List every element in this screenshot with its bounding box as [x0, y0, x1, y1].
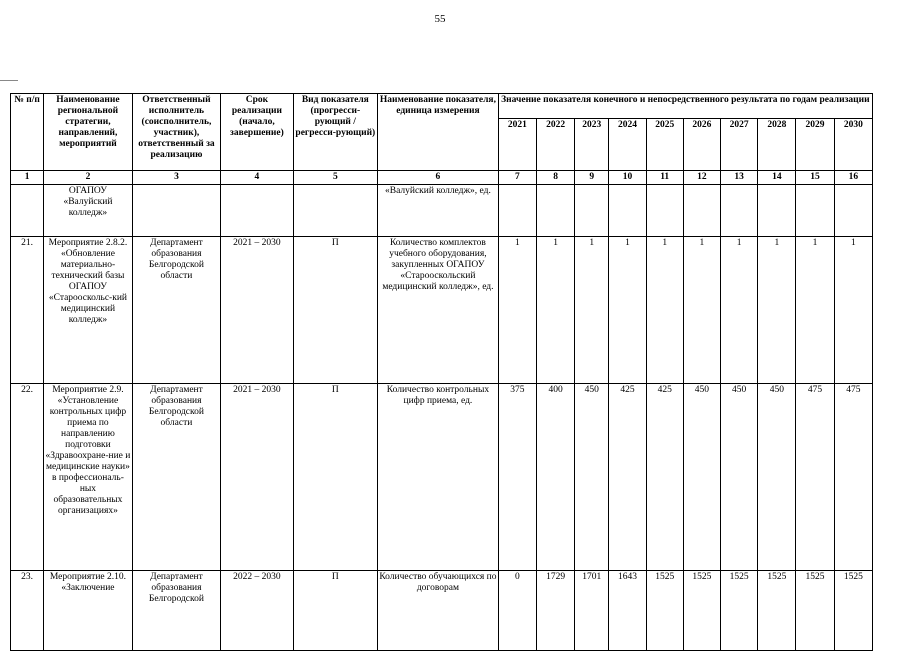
column-number: 2	[44, 171, 133, 185]
row-value	[575, 185, 609, 237]
row-value: 1525	[758, 571, 796, 651]
header-executor: Ответственный исполнитель (соисполнитель, участник), ответственный за реализацию	[132, 94, 221, 171]
row-value: 450	[683, 384, 720, 571]
row-num: 21.	[11, 237, 44, 384]
row-value: 1	[609, 237, 646, 384]
header-indicator: Наименование показателя, единица измерения	[378, 94, 499, 171]
row-value: 450	[721, 384, 758, 571]
column-number: 15	[796, 171, 834, 185]
row-executor: Департамент образования Белгородской области	[132, 384, 221, 571]
row-value: 450	[575, 384, 609, 571]
row-value: 1729	[536, 571, 574, 651]
header-period: Срок реализации (начало, завершение)	[221, 94, 293, 171]
column-number: 11	[646, 171, 683, 185]
header-type: Вид показателя (прогресси-рующий / регресси-рующий)	[293, 94, 377, 171]
page-number: 55	[434, 13, 446, 25]
header-row	[11, 94, 873, 119]
row-value: 0	[498, 571, 536, 651]
row-type: П	[293, 384, 377, 571]
column-number: 16	[834, 171, 872, 185]
row-value: 1701	[575, 571, 609, 651]
column-number: 13	[721, 171, 758, 185]
row-indicator: Количество комплектов учебного оборудования, закупленных ОГАПОУ «Старооскольский медицинский колледж», ед.	[378, 237, 499, 384]
scan-artifact-line	[0, 80, 18, 81]
row-indicator: Количество контрольных цифр приема, ед.	[378, 384, 499, 571]
row-value: 1	[834, 237, 872, 384]
column-number: 7	[498, 171, 536, 185]
year-2024: 2024	[609, 119, 646, 171]
row-indicator: Количество обучающихся по договорам	[378, 571, 499, 651]
column-number: 12	[683, 171, 720, 185]
row-executor: Департамент образования Белгородской области	[132, 237, 221, 384]
row-value: 375	[498, 384, 536, 571]
row-value: 1	[536, 237, 574, 384]
column-number: 6	[378, 171, 499, 185]
row-value: 425	[609, 384, 646, 571]
table-row	[11, 185, 873, 237]
table-row	[11, 571, 873, 651]
row-value	[609, 185, 646, 237]
row-value: 1525	[796, 571, 834, 651]
row-period: 2021 – 2030	[221, 384, 293, 571]
row-value: 425	[646, 384, 683, 571]
row-period	[221, 185, 293, 237]
row-value: 1525	[646, 571, 683, 651]
row-period: 2022 – 2030	[221, 571, 293, 651]
row-executor	[132, 185, 221, 237]
row-value: 475	[796, 384, 834, 571]
row-value: 1643	[609, 571, 646, 651]
row-value	[721, 185, 758, 237]
year-2022: 2022	[536, 119, 574, 171]
row-value: 1	[683, 237, 720, 384]
row-name: ОГАПОУ «Валуйский колледж»	[44, 185, 133, 237]
row-value: 1	[796, 237, 834, 384]
row-name: Мероприятие 2.9. «Установление контрольных цифр приема по направлению подготовки «Здравоохране-ние и медицинские науки» в профессиональ-ных образовательных организациях»	[44, 384, 133, 571]
row-value	[498, 185, 536, 237]
row-value: 1	[721, 237, 758, 384]
row-name: Мероприятие 2.8.2. «Обновление материально-технический базы ОГАПОУ «Старооскольс-кий медицинский колледж»	[44, 237, 133, 384]
year-2021: 2021	[498, 119, 536, 171]
year-2028: 2028	[758, 119, 796, 171]
year-2023: 2023	[575, 119, 609, 171]
header-name: Наименование региональной стратегии, направлений, мероприятий	[44, 94, 133, 171]
row-value	[834, 185, 872, 237]
year-2027: 2027	[721, 119, 758, 171]
column-number: 8	[536, 171, 574, 185]
row-value: 475	[834, 384, 872, 571]
row-type: П	[293, 571, 377, 651]
indicators-table	[10, 93, 873, 651]
row-value	[796, 185, 834, 237]
row-value: 1	[646, 237, 683, 384]
year-2026: 2026	[683, 119, 720, 171]
row-name: Мероприятие 2.10. «Заключение	[44, 571, 133, 651]
table-row	[11, 237, 873, 384]
column-number: 10	[609, 171, 646, 185]
column-number: 4	[221, 171, 293, 185]
row-num: 23.	[11, 571, 44, 651]
row-value: 1525	[834, 571, 872, 651]
column-numbers-row	[11, 171, 873, 185]
row-value	[536, 185, 574, 237]
row-value: 400	[536, 384, 574, 571]
column-number: 5	[293, 171, 377, 185]
table-row	[11, 384, 873, 571]
row-value: 450	[758, 384, 796, 571]
row-type: П	[293, 237, 377, 384]
column-number: 3	[132, 171, 221, 185]
row-type	[293, 185, 377, 237]
row-value	[683, 185, 720, 237]
row-executor: Департамент образования Белгородской	[132, 571, 221, 651]
year-2029: 2029	[796, 119, 834, 171]
year-2030: 2030	[834, 119, 872, 171]
row-period: 2021 – 2030	[221, 237, 293, 384]
row-indicator: «Валуйский колледж», ед.	[378, 185, 499, 237]
column-number: 1	[11, 171, 44, 185]
row-value: 1	[498, 237, 536, 384]
column-number: 9	[575, 171, 609, 185]
header-values-title: Значение показателя конечного и непосредственного результата по годам реализации	[498, 94, 872, 119]
row-value: 1	[575, 237, 609, 384]
row-value: 1525	[683, 571, 720, 651]
row-value	[646, 185, 683, 237]
row-num: 22.	[11, 384, 44, 571]
row-value: 1	[758, 237, 796, 384]
row-value: 1525	[721, 571, 758, 651]
row-value	[758, 185, 796, 237]
row-num	[11, 185, 44, 237]
year-2025: 2025	[646, 119, 683, 171]
header-num: № п/п	[11, 94, 44, 171]
column-number: 14	[758, 171, 796, 185]
